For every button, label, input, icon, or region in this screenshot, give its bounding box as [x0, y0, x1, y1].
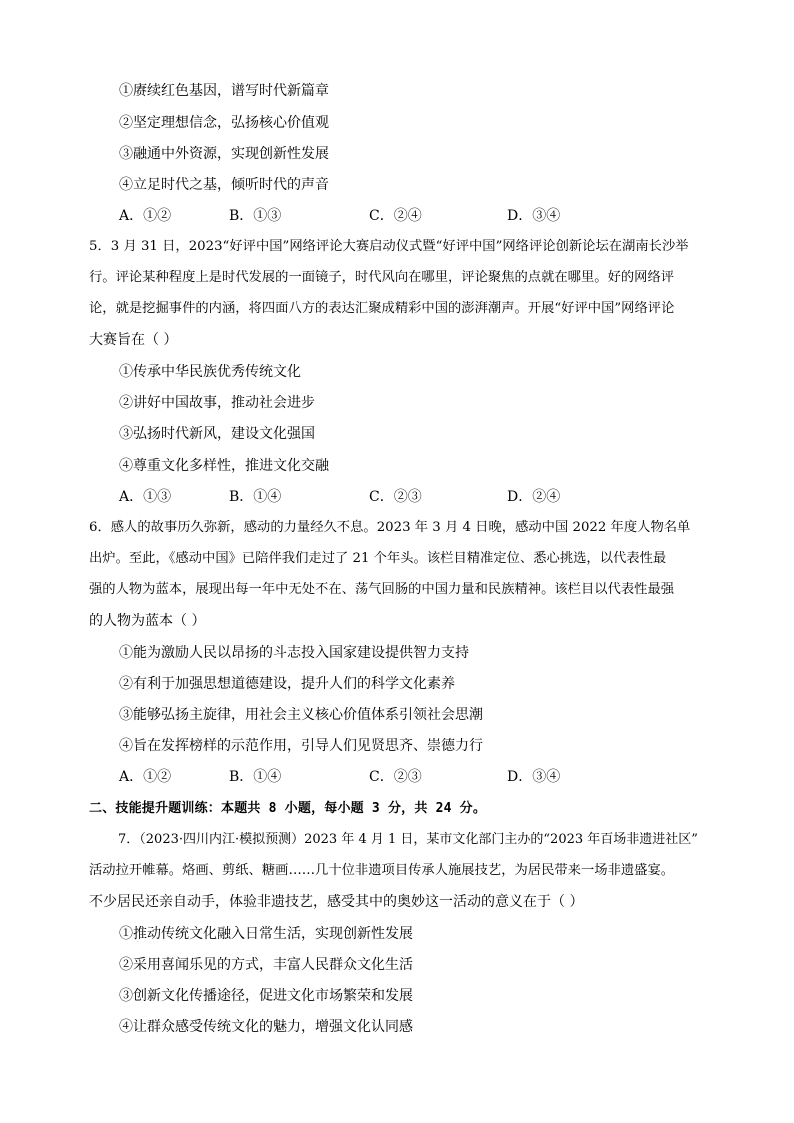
q4-choice-d: D．③④	[507, 208, 561, 224]
q7-option-3: ③创新文化传播途径，促进文化市场繁荣和发展	[119, 988, 413, 1004]
q6-stem-line-1: 6．感人的故事历久弥新，感动的力量经久不息。2023 年 3 月 4 日晚，感动中国 2022 年度人物名单	[89, 520, 691, 535]
q5-stem-line-3: 论，就是挖掘事件的内涵，将四面八方的表达汇聚成精彩中国的澎湃潮声。开展“好评中国”网络评论	[89, 301, 675, 316]
q7-stem-line-1: 7．（2023·四川内江·模拟预测）2023 年 4 月 1 日，某市文化部门主办的“2023 年百场非遗进社区”	[118, 832, 698, 847]
q4-option-3: ③融通中外资源，实现创新性发展	[119, 146, 329, 162]
q5-choice-c: C．②③	[369, 489, 422, 505]
q7-option-1: ①推动传统文化融入日常生活，实现创新性发展	[119, 926, 413, 942]
q4-option-1: ①赓续红色基因，谱写时代新篇章	[119, 83, 329, 99]
q6-stem-line-4: 的人物为蓝本（ ）	[89, 613, 206, 629]
q6-option-2: ②有利于加强思想道德建设，提升人们的科学文化素养	[119, 676, 455, 692]
q5-stem-line-2: 行。评论某种程度上是时代发展的一面镜子，时代风向在哪里，评论聚焦的点就在哪里。好的网络评	[89, 270, 675, 285]
q5-choice-a: A．①③	[119, 489, 172, 505]
q5-option-4: ④尊重文化多样性，推进文化交融	[119, 458, 329, 474]
q6-stem-line-3: 强的人物为蓝本，展现出每一年中无处不在、荡气回肠的中国力量和民族精神。该栏目以代表性最强	[89, 582, 675, 597]
q4-option-2: ②坚定理想信念，弘扬核心价值观	[119, 115, 329, 131]
q6-stem-line-2: 出炉。至此，《感动中国》已陪伴我们走过了 21 个年头。该栏目精准定位、悉心挑选，以代表性最	[89, 551, 667, 566]
q5-stem-line-4: 大赛旨在（ ）	[89, 332, 178, 348]
q5-option-2: ②讲好中国故事，推动社会进步	[119, 395, 315, 411]
q5-stem-line-1: 5．3 月 31 日，2023“好评中国”网络评论大赛启动仪式暨“好评中国”网络评论创新论坛在湖南长沙举	[89, 239, 689, 254]
q6-choice-b: B．①④	[229, 769, 282, 785]
q6-choice-d: D．③④	[507, 769, 561, 785]
q4-choice-b: B．①③	[229, 208, 282, 224]
q6-option-4: ④旨在发挥榜样的示范作用，引导人们见贤思齐、崇德力行	[119, 738, 483, 754]
q7-option-2: ②采用喜闻乐见的方式，丰富人民群众文化生活	[119, 957, 413, 973]
q6-option-1: ①能为激励人民以昂扬的斗志投入国家建设提供智力支持	[119, 645, 469, 661]
q5-option-1: ①传承中华民族优秀传统文化	[119, 364, 301, 380]
q6-option-3: ③能够弘扬主旋律，用社会主义核心价值体系引领社会思潮	[119, 707, 483, 723]
q5-choice-b: B．①④	[229, 489, 282, 505]
q5-option-3: ③弘扬时代新风，建设文化强国	[119, 426, 315, 442]
q4-choice-c: C．②④	[369, 208, 422, 224]
q4-option-4: ④立足时代之基，倾听时代的声音	[119, 177, 329, 193]
q4-choice-a: A．①②	[119, 208, 172, 224]
q7-stem-line-2: 活动拉开帷幕。烙画、剪纸、糖画……几十位非遗项目传承人施展技艺，为居民带来一场非遗盛宴。	[89, 863, 675, 878]
q6-choice-c: C．②③	[369, 769, 422, 785]
section-heading: 二、技能提升题训练：本题共 8 小题，每小题 3 分，共 24 分。	[89, 801, 487, 816]
q7-option-4: ④让群众感受传统文化的魅力，增强文化认同感	[119, 1019, 413, 1035]
q6-choice-a: A．①②	[119, 769, 172, 785]
q7-stem-line-3: 不少居民还亲自动手，体验非遗技艺，感受其中的奥妙这一活动的意义在于（ ）	[89, 894, 584, 910]
q5-choice-d: D．②④	[507, 489, 561, 505]
